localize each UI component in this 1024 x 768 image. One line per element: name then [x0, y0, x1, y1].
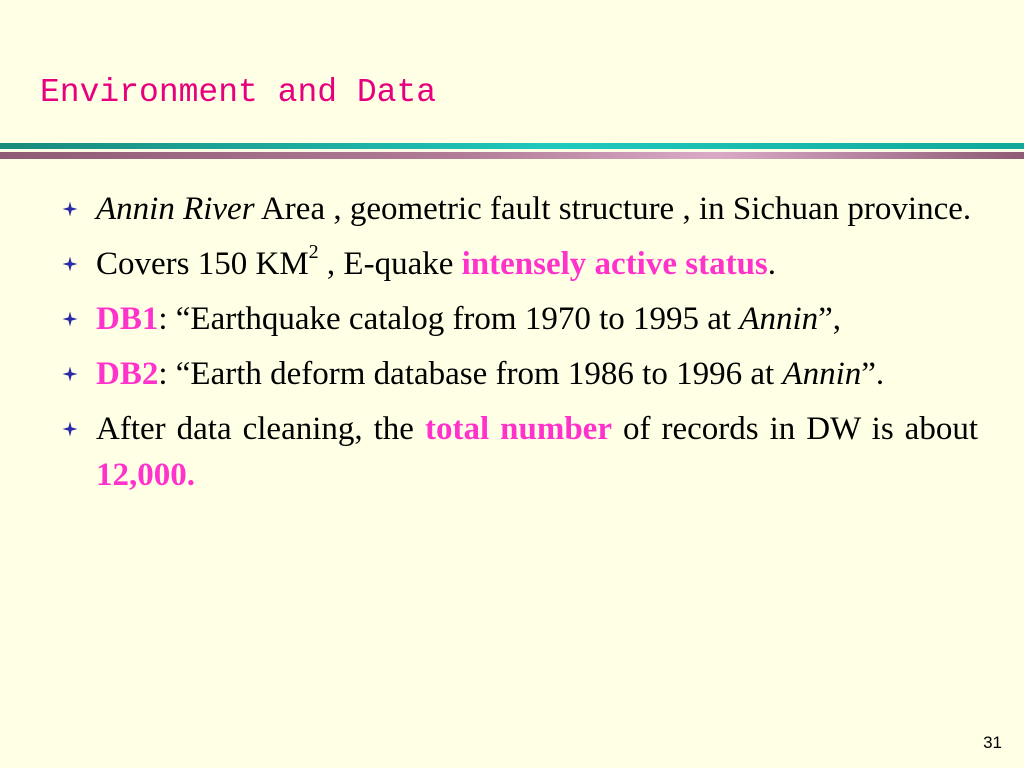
bullet-item-db2 — [58, 351, 978, 397]
page-number: 31 — [983, 733, 1002, 752]
db1-close: ”, — [818, 301, 842, 337]
db2-close: ”. — [861, 356, 885, 392]
activity-highlight: intensely active status — [461, 246, 768, 282]
coverage-period: . — [767, 246, 777, 282]
db1-text: : “Earthquake catalog from 1970 to 1995 at — [158, 301, 740, 337]
db2-text: : “Earth deform database from 1986 to 1996 at — [158, 356, 783, 392]
four-petal-diamond-icon — [58, 296, 82, 342]
coverage-text: Covers 150 KM — [96, 246, 309, 282]
bullet-item-db1 — [58, 296, 978, 342]
bullet-item-coverage — [58, 241, 978, 287]
records-text: After data cleaning, the — [96, 411, 425, 447]
db1-label: DB1 — [96, 301, 159, 337]
slide-title: Environment and Data — [40, 74, 437, 111]
bullet-list — [58, 186, 978, 507]
four-petal-diamond-icon — [58, 241, 82, 287]
record-count-value: 12,000. — [96, 457, 195, 493]
total-number-highlight: total number — [424, 411, 612, 447]
four-petal-diamond-icon — [58, 186, 82, 232]
bullet-item-records — [58, 406, 978, 498]
location-name: Annin River — [96, 191, 255, 227]
title-divider-mauve — [0, 152, 1024, 159]
location-text: Area , geometric fault structure , in Sichuan province. — [254, 191, 972, 227]
four-petal-diamond-icon — [58, 406, 82, 452]
db1-location: Annin — [739, 301, 819, 337]
coverage-text-2: , E-quake — [318, 246, 462, 282]
bullet-item-location — [58, 186, 978, 232]
four-petal-diamond-icon — [58, 351, 82, 397]
db2-location: Annin — [782, 356, 862, 392]
area-superscript: 2 — [308, 241, 319, 263]
db2-label: DB2 — [96, 356, 159, 392]
records-text-2: of records in DW is about — [611, 411, 978, 447]
